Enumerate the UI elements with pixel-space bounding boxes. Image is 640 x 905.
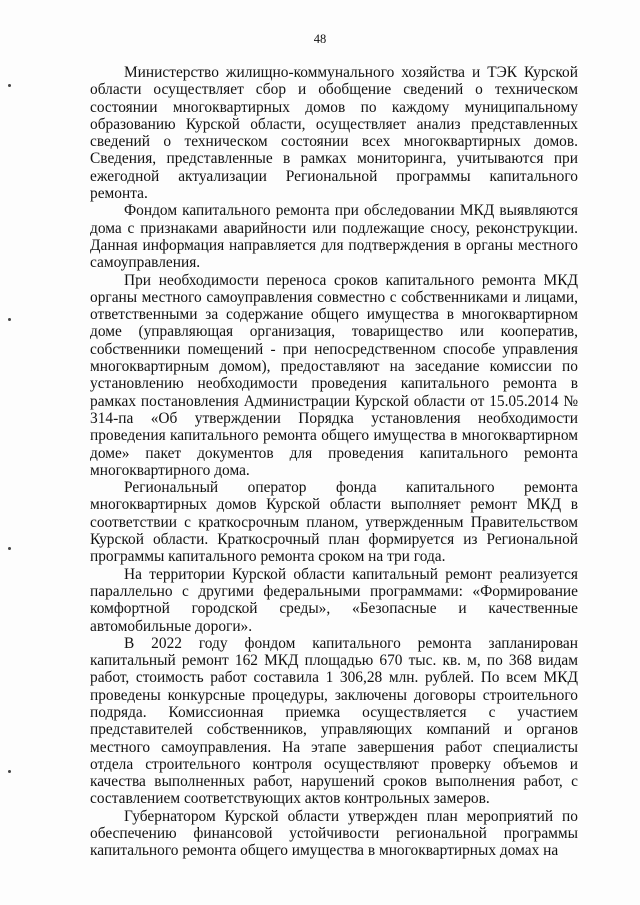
paragraph-federal-programs: На территории Курской области капитальный ремонт реализуется параллельно с другими федеральными программами: «Формирование комфортной городской среды», «Безопасные и качественные автомобильные дороги».	[90, 565, 578, 635]
paragraph-monitoring: Министерство жилищно-коммунального хозяйства и ТЭК Курской области осуществляет сбор и обобщение сведений о техническом состоянии многоквартирных домов по каждому муниципальному образованию Курской области, осуществляет анализ представленных сведений о техническом состоянии всех многоквартирных домов. Сведения, представленные в рамках мониторинга, учитываются при ежегодной актуализации Региональной программы капитального ремонта.	[90, 64, 578, 203]
scan-artifact-mark	[8, 547, 11, 550]
scan-artifact-mark	[8, 84, 11, 87]
paragraph-2022-results: В 2022 году фондом капитального ремонта запланирован капитальный ремонт 162 МКД площадью 670 тыс. кв. м, по 368 видам работ, стоимость работ составила 1 306,28 млн. рублей. По всем МКД проведены конкурсные процедуры, заключены договоры строительного подряда. Комиссионная приемка осуществляется с участием представителей собственников, управляющих компаний и органов местного самоуправления. На этапе завершения работ специалисты отдела строительного контроля осуществляют проверку объемов и качества выполненных работ, нарушений сроков выполнения работ, с составлением соответствующих актов контрольных замеров.	[90, 634, 578, 808]
paragraph-inspection: Фондом капитального ремонта при обследовании МКД выявляются дома с признаками аварийности или подлежащие сносу, реконструкции. Данная информация направляется для подтверждения в органы местного самоуправления.	[90, 202, 578, 272]
paragraph-governor-plan: Губернатором Курской области утвержден план мероприятий по обеспечению финансовой устойчивости региональной программы капитального ремонта общего имущества в многоквартирных домах на	[90, 807, 578, 860]
paragraph-regional-operator: Региональный оператор фонда капитального ремонта многоквартирных домов Курской области выполняет ремонт МКД в соответствии с краткосрочным планом, утвержденным Правительством Курской области. Краткосрочный план формируется из Региональной программы капитального ремонта сроком на три года.	[90, 479, 578, 566]
paragraph-postponement: При необходимости переноса сроков капитального ремонта МКД органы местного самоуправления совместно с собственниками и лицами, ответственными за содержание общего имущества в многоквартирном доме (управляющая организация, товарищество или кооператив, собственники помещений - при непосредственном способе управления многоквартирным домом), предоставляют на заседание комиссии по установлению необходимости проведения капитального ремонта в рамках постановления Администрации Курской области от 15.05.2014 № 314-па «Об утверждении Порядка установления необходимости проведения капитального ремонта общего имущества в многоквартирном доме» пакет документов для проведения капитального ремонта многоквартирного дома.	[90, 271, 578, 479]
scan-artifact-mark	[8, 318, 11, 321]
page-number: 48	[313, 32, 327, 46]
scan-artifact-mark	[8, 770, 11, 773]
body-text	[90, 64, 578, 860]
